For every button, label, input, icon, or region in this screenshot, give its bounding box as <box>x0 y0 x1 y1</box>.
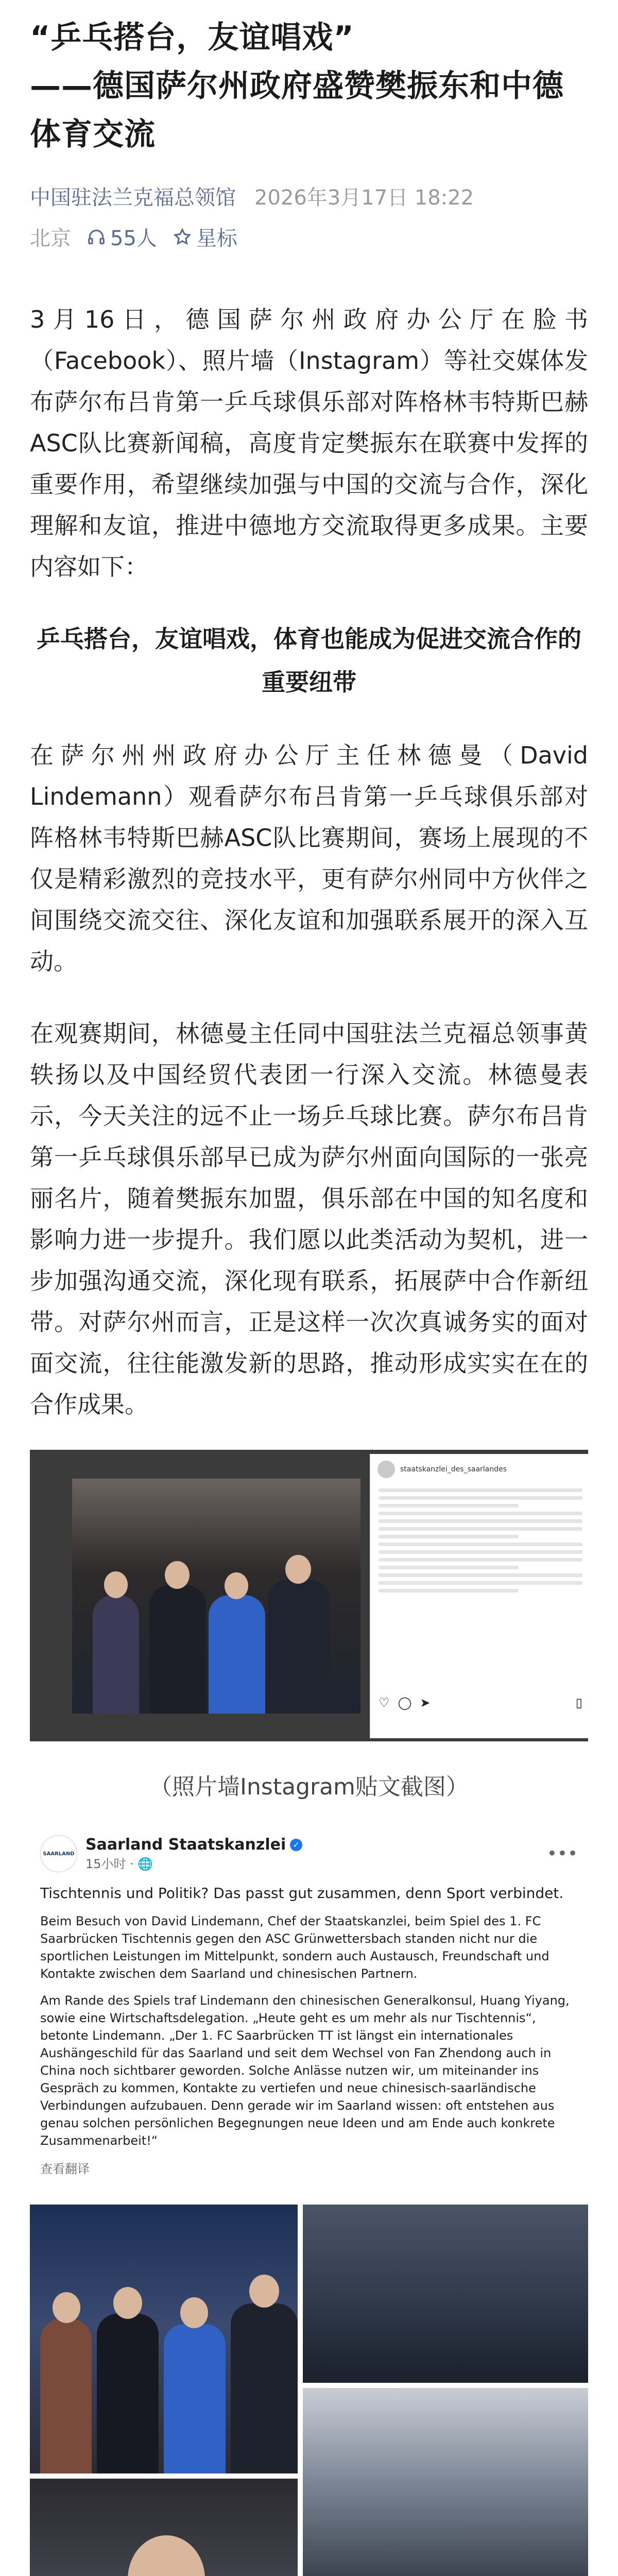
article-title-line1: “乒乓搭台，友谊唱戏” <box>30 20 354 56</box>
see-translation-link: 查看翻译 <box>40 2162 90 2176</box>
account-name-link[interactable]: 中国驻法兰克福总领馆 <box>30 186 236 210</box>
verified-badge-icon: ✓ <box>290 1839 302 1851</box>
instagram-post-panel <box>370 1454 588 1738</box>
article-paragraph-1: 3月16日，德国萨尔州政府办公厅在脸书（Facebook）、照片墙（Instagram）等社交媒体发布萨尔布吕肯第一乒乓球俱乐部对阵格林韦特斯巴赫ASC队比赛新闻稿，高度肯定樊振东在联赛中发挥的重要作用，希望继续加强与中国的交流与合作，深化理解和友谊，推进中德地方交流取得更多成果。主要内容如下： <box>30 306 588 581</box>
photo-tile-3[interactable] <box>303 2388 588 2576</box>
photo-tile-4[interactable] <box>30 2479 298 2576</box>
publish-datetime: 2026年3月17日 18:22 <box>254 186 474 210</box>
article-subheading: 乒乓搭台，友谊唱戏，体育也能成为促进交流合作的重要纽带 <box>37 625 581 696</box>
more-options-icon: ••• <box>546 1843 578 1864</box>
facebook-post-paragraph-2: Am Rande des Spiels traf Lindemann den chinesischen Generalkonsul, Huang Yiyang, sowie eine Wirtschaftsdelegation. „Heute geht es um mehr als nur Tischtennis“, betonte Lindemann. „Der 1. FC Saarbrücken TT ist längst ein internationales Aushängeschild für das Saarland und seit dem Wechsel von Fan Zhendong auch in China noch sichtbarer geworden. Solche Anlässe nutzen wir, um miteinander ins Gespräch zu kommen, Kontakte zu vertiefen und neue chinesisch-saarländische Verbindungen aufzubauen. Denn gerade wir im Saarland wissen: oft entstehen aus genau solchen persönlichen Begegnungen neue Ideen und am Ende auch konkrete Zusammenarbeit!“ <box>40 1993 570 2148</box>
facebook-page-name: Saarland Staatskanzlei <box>85 1836 286 1854</box>
article-title <box>30 0 588 159</box>
instagram-photo <box>72 1479 360 1714</box>
article-meta <box>30 181 588 211</box>
facebook-post-time: 15小时 · 🌐 <box>85 1857 153 1871</box>
article-paragraph-2: 在萨尔州州政府办公厅主任林德曼（David Lindemann）观看萨尔布吕肯第一乒乓球俱乐部对阵格林韦特斯巴赫ASC队比赛期间，赛场上展现的不仅是精彩激烈的竞技水平，更有萨尔州同中方伙伴之间围绕交流交往、深化友谊和加强联系展开的深入互动。 <box>30 741 588 975</box>
star-button[interactable] <box>173 222 237 251</box>
star-label: 星标 <box>196 227 237 250</box>
bookmark-icon: ▯ <box>575 1696 582 1710</box>
comment-icon: ◯ <box>398 1696 412 1710</box>
listen-button[interactable] <box>87 222 157 251</box>
image-caption: （照片墙Instagram贴文截图） <box>149 1774 469 1800</box>
headphones-icon <box>87 227 106 247</box>
location-text: 北京 <box>30 227 71 250</box>
share-icon: ➤ <box>420 1696 431 1710</box>
instagram-handle: staatskanzlei_des_saarlandes <box>400 1465 507 1473</box>
saarland-logo: SAARLAND <box>40 1835 77 1872</box>
photo-tile-2[interactable] <box>303 2205 588 2383</box>
listen-count: 55人 <box>110 227 157 250</box>
facebook-post-screenshot <box>30 1826 588 2185</box>
article-meta-stats <box>30 222 588 251</box>
heart-icon: ♡ <box>379 1696 390 1710</box>
star-icon <box>173 227 192 247</box>
photo-grid <box>30 2205 588 2576</box>
article-paragraph-3: 在观赛期间，林德曼主任同中国驻法兰克福总领事黄轶扬以及中国经贸代表团一行深入交流。林德曼表示，今天关注的远不止一场乒乓球比赛。萨尔布吕肯第一乒乓球俱乐部早已成为萨尔州面向国际的一张亮丽名片，随着樊振东加盟，俱乐部在中国的知名度和影响力进一步提升。我们愿以此类活动为契机，进一步加强沟通交流，深化现有联系，拓展萨中合作新纽带。对萨尔州而言，正是这样一次次真诚务实的面对面交流，往往能激发新的思路，推动形成实实在在的合作成果。 <box>30 1020 588 1418</box>
instagram-screenshot[interactable] <box>30 1450 588 1741</box>
instagram-avatar <box>377 1461 395 1478</box>
facebook-post-intro: Tischtennis und Politik? Das passt gut zusammen, denn Sport verbindet. <box>40 1885 564 1902</box>
article-title-line2: ——德国萨尔州政府盛赞樊振东和中德体育交流 <box>30 68 564 152</box>
photo-tile-1[interactable] <box>30 2205 298 2473</box>
facebook-post-paragraph-1: Beim Besuch von David Lindemann, Chef der Staatskanzlei, beim Spiel des 1. FC Saarbrücken Tischtennis gegen den ASC Grünwettersbach standen nicht nur die sportlichen Leistungen im Mittelpunkt, sondern auch Austausch, Freundschaft und Kontakte zwischen dem Saarland und chinesischen Partnern. <box>40 1914 550 1981</box>
